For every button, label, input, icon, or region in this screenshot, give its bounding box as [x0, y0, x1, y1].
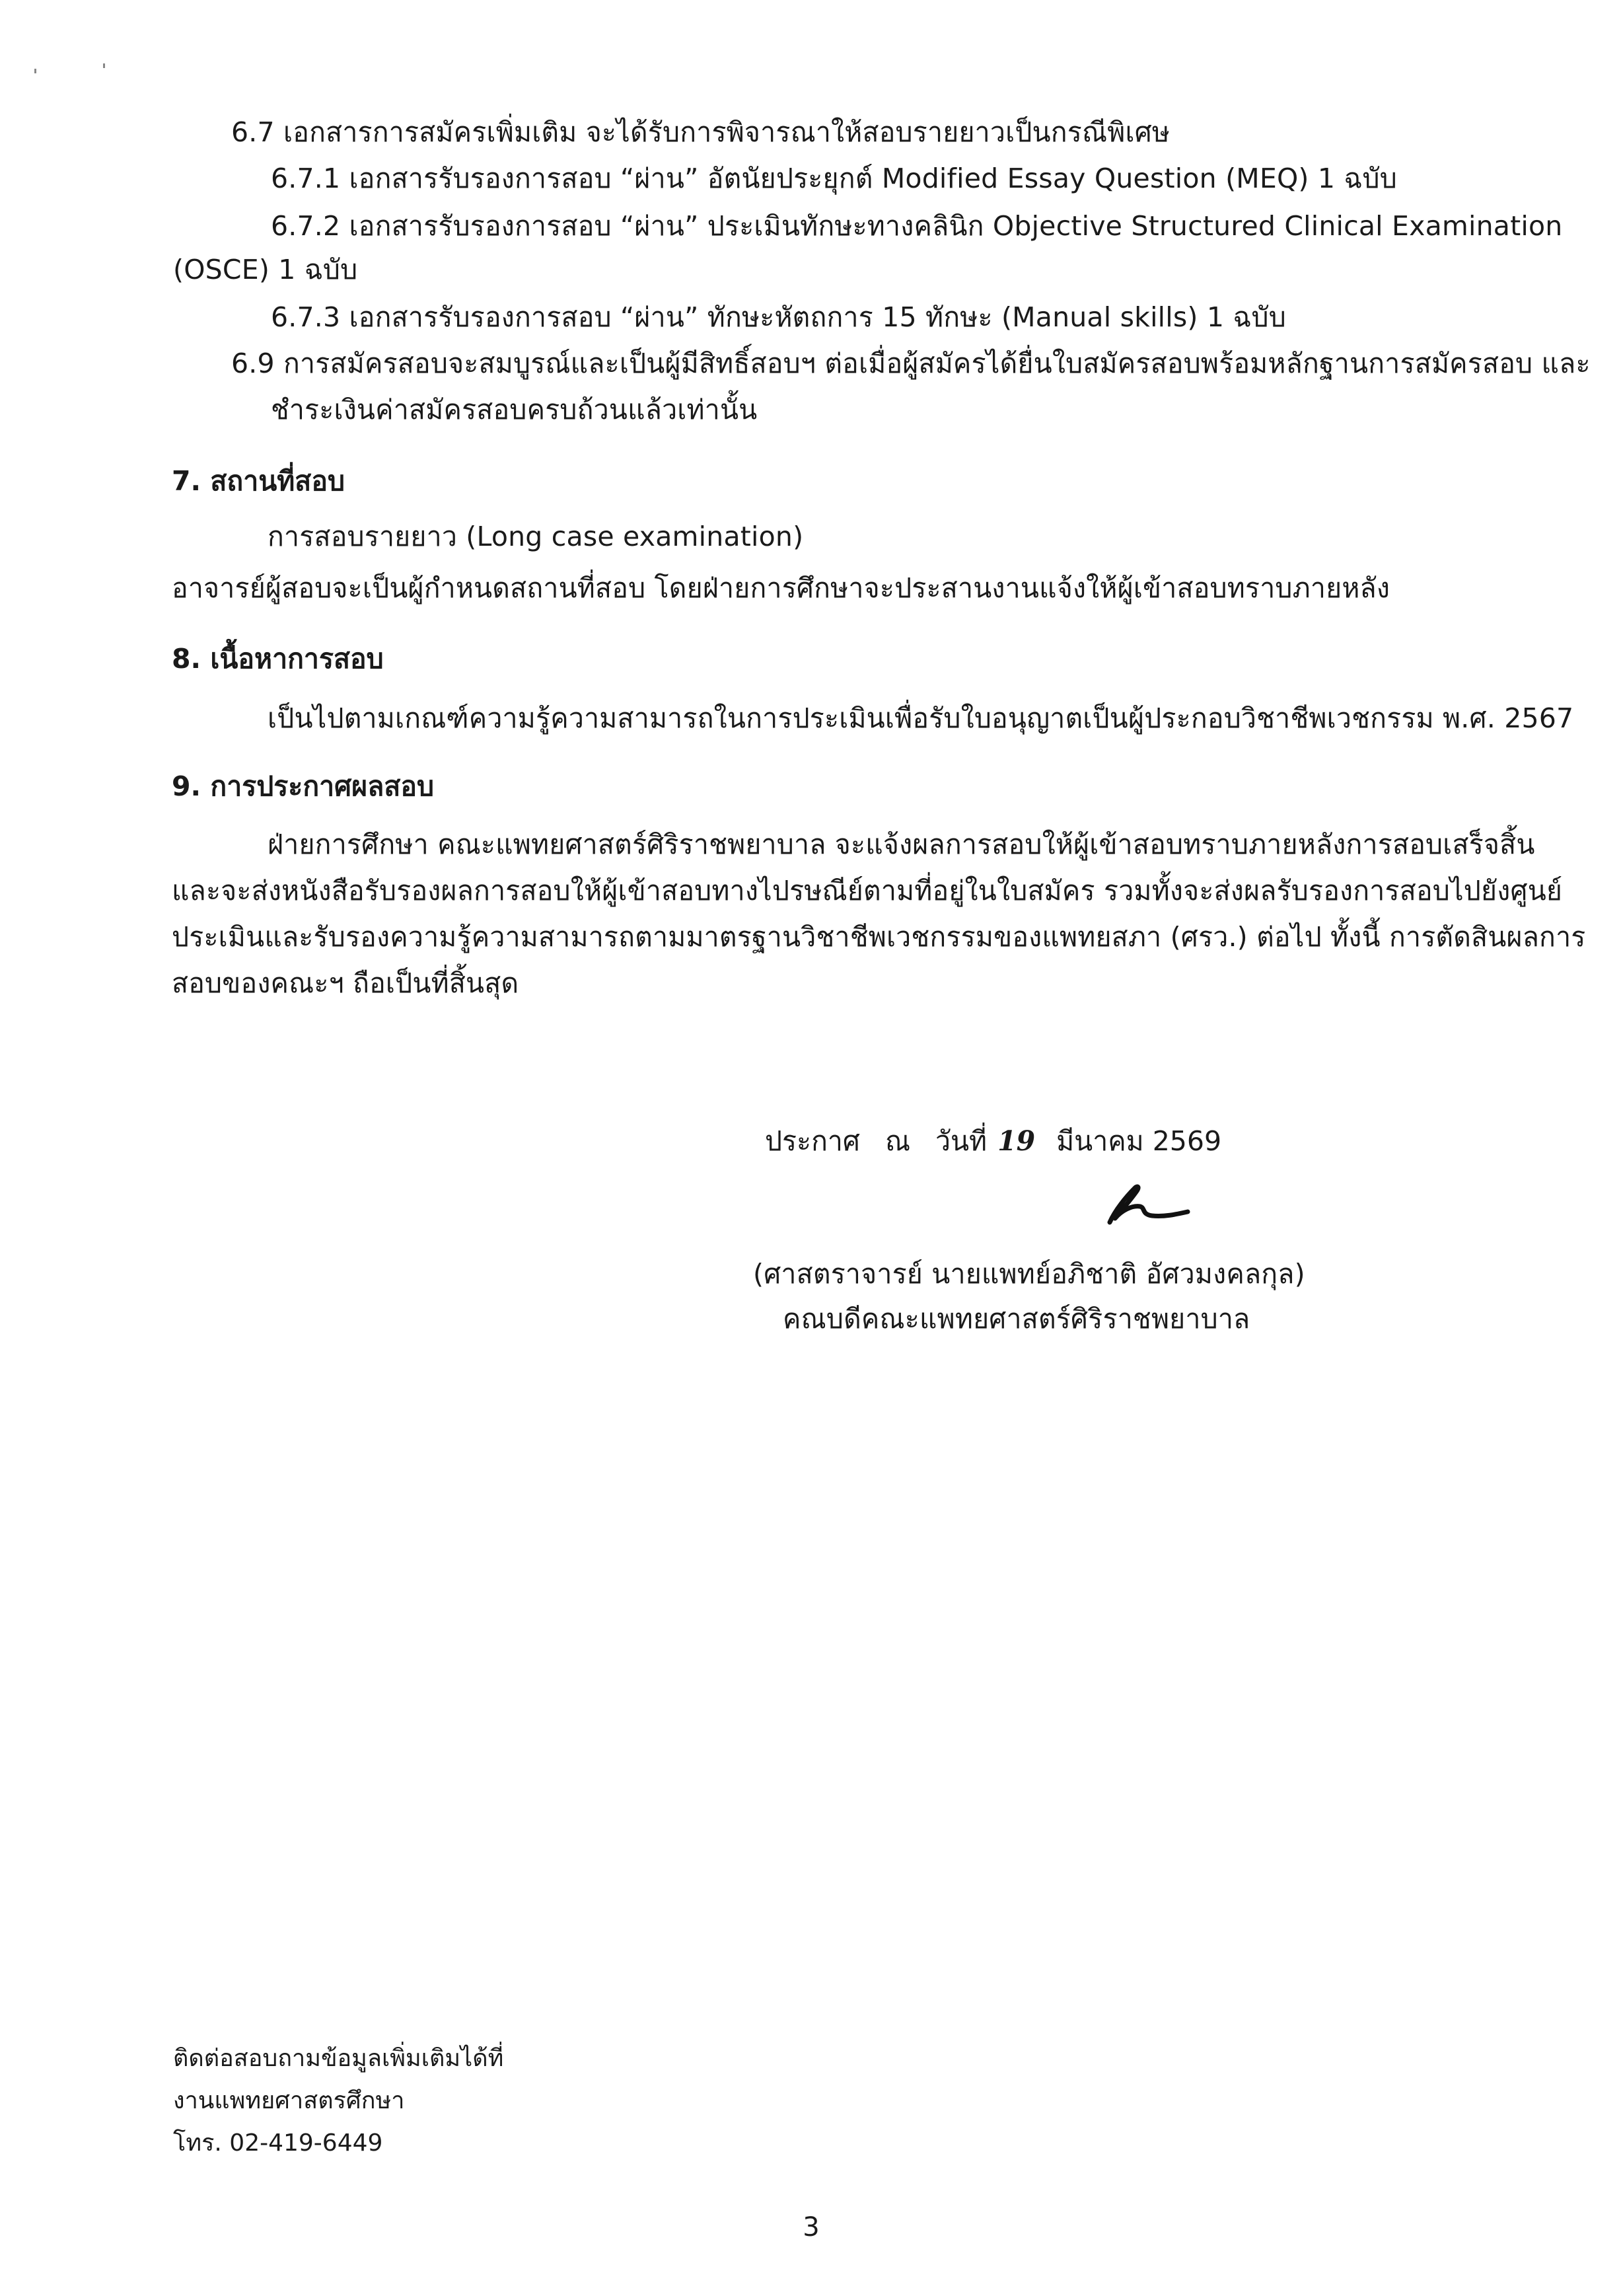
section-7-heading: 7. สถานที่สอบ [172, 465, 345, 497]
signatory-position: คณบดีคณะแพทยศาสตร์ศิริราชพยาบาล [783, 1303, 1250, 1335]
announcement-day-label: วันที่ [935, 1125, 988, 1157]
contact-info: งานแพทยศาสตรศึกษา [173, 2087, 405, 2114]
section-9-text: สอบของคณะฯ ถือเป็นที่สิ้นสุด [172, 967, 519, 999]
announcement-at: ณ [884, 1125, 910, 1157]
item-6-7-2-continued: (OSCE) 1 ฉบับ [173, 254, 358, 285]
scan-mark [34, 69, 36, 73]
contact-phone: โทร. 02-419-6449 [173, 2129, 383, 2157]
section-9-text: และจะส่งหนังสือรับรองผลการสอบให้ผู้เข้าสอบทางไปรษณีย์ตามที่อยู่ในใบสมัคร รวมทั้งจะส่งผลรับรองการสอบไปยังศูนย์ [172, 875, 1563, 907]
item-6-7-2: 6.7.2 เอกสารรับรองการสอบ “ผ่าน” ประเมินทักษะทางคลินิก Objective Structured Clinical Examination [271, 210, 1563, 242]
announcement-month-year: มีนาคม 2569 [1056, 1125, 1222, 1157]
section-9-text: ฝ่ายการศึกษา คณะแพทยศาสตร์ศิริราชพยาบาล จะแจ้งผลการสอบให้ผู้เข้าสอบทราบภายหลังการสอบเสร็จสิ้น [268, 829, 1535, 860]
section-7-text: การสอบรายยาว (Long case examination) [268, 521, 804, 552]
announcement-day: 19 [997, 1125, 1036, 1157]
item-6-9: 6.9 การสมัครสอบจะสมบูรณ์และเป็นผู้มีสิทธิ์สอบฯ ต่อเมื่อผู้สมัครได้ยื่นใบสมัครสอบพร้อมหลักฐานการสมัครสอบ และ [231, 348, 1591, 379]
item-6-7: 6.7 เอกสารการสมัครเพิ่มเติม จะได้รับการพิจารณาให้สอบรายยาวเป็นกรณีพิเศษ [231, 116, 1171, 148]
section-8-heading: 8. เนื้อหาการสอบ [172, 643, 384, 675]
section-8-text: เป็นไปตามเกณฑ์ความรู้ความสามารถในการประเมินเพื่อรับใบอนุญาตเป็นผู้ประกอบวิชาชีพเวชกรรม พ.ศ. 2567 [268, 702, 1574, 734]
item-6-7-3: 6.7.3 เอกสารรับรองการสอบ “ผ่าน” ทักษะหัตถการ 15 ทักษะ (Manual skills) 1 ฉบับ [271, 301, 1286, 333]
section-9-text: ประเมินและรับรองความรู้ความสามารถตามมาตรฐานวิชาชีพเวชกรรมของแพทยสภา (ศรว.) ต่อไป ทั้งนี้ การตัดสินผลการ [172, 921, 1586, 953]
section-9-heading: 9. การประกาศผลสอบ [172, 770, 435, 802]
contact-info: ติดต่อสอบถามข้อมูลเพิ่มเติมได้ที่ [173, 2045, 504, 2072]
item-6-9-continued: ชำระเงินค่าสมัครสอบครบถ้วนแล้วเท่านั้น [271, 394, 758, 426]
page-number: 3 [803, 2212, 820, 2242]
announcement-label: ประกาศ [765, 1125, 860, 1157]
item-6-7-1: 6.7.1 เอกสารรับรองการสอบ “ผ่าน” อัตนัยประยุกต์ Modified Essay Question (MEQ) 1 ฉบับ [271, 163, 1397, 194]
signature-image [1095, 1176, 1194, 1236]
scan-mark [103, 63, 105, 68]
section-7-text: อาจารย์ผู้สอบจะเป็นผู้กำหนดสถานที่สอบ โดยฝ่ายการศึกษาจะประสานงานแจ้งให้ผู้เข้าสอบทราบภายหลัง [172, 572, 1390, 604]
signatory-name: (ศาสตราจารย์ นายแพทย์อภิชาติ อัศวมงคลกุล) [753, 1258, 1305, 1290]
announcement-date [765, 1121, 1221, 1161]
